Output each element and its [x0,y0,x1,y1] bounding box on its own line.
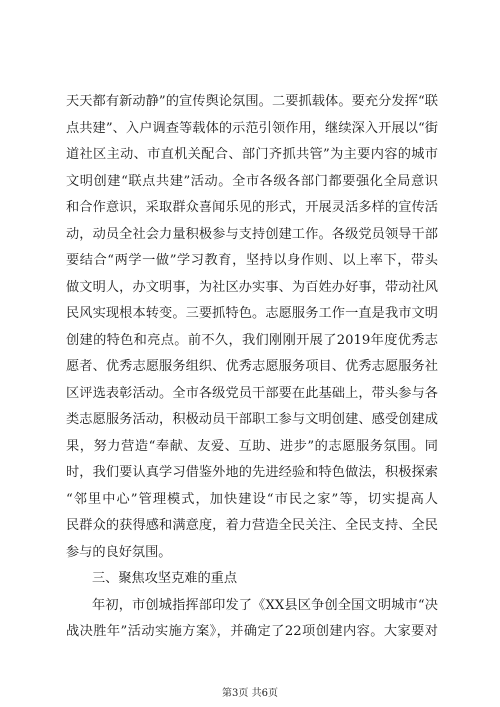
text-line: 民风实现根本转变。三要抓特色。志愿服务工作一直是我市文明 [66,306,438,321]
text-line: 时，我们要认真学习借鉴外地的先进经验和特色做法，积极探索 [66,465,438,480]
body-text [66,89,438,646]
text-line: 类志愿服务活动，积极动员干部职工参与文明创建、感受创建成 [66,412,438,427]
text-line: 文明创建“联点共建”活动。全市各级各部门都要强化全局意识 [66,173,438,189]
text-line: 愿者、优秀志愿服务组织、优秀志愿服务项目、优秀志愿服务社 [66,359,438,374]
text-line: 民群众的获得感和满意度，着力营造全民关注、全民支持、全民 [66,518,438,533]
text-line: 要结合“两学一做”学习教育，坚持以身作则、以上率下，带头 [66,253,438,268]
text-line: 和合作意识，采取群众喜闻乐见的形式，开展灵活多样的宣传活 [66,200,438,215]
text-line: 区评选表彰活动。全市各级党员干部要在此基础上，带头参与各 [66,385,438,401]
text-line: 战决胜年”活动实施方案》，并确定了22项创建内容。大家要对 [66,624,438,639]
text-line: 年初，市创城指挥部印发了《XX县区争创全国文明城市“决 [92,597,438,613]
text-line: 创建的特色和亮点。前不久，我们刚刚开展了2019年度优秀志 [66,332,438,348]
text-line: “邻里中心”管理模式，加快建设“市民之家”等，切实提高人 [66,491,438,507]
page-number-footer: 第3页 共6页 [222,688,278,699]
text-line: 参与的良好氛围。 [66,544,172,560]
section-heading: 三、聚焦攻坚克难的重点 [92,571,238,586]
text-line: 做文明人，办文明事，为社区办实事、为百姓办好事，带动社风 [66,279,438,295]
text-line: 动，动员全社会力量积极参与支持创建工作。各级党员领导干部 [66,226,438,242]
text-line: 天天都有新动静”的宣传舆论氛围。二要抓载体。要充分发挥“联 [66,94,438,109]
text-line: 点共建”、入户调查等载体的示范引领作用，继续深入开展以“街 [66,120,438,136]
text-line: 果，努力营造“奉献、友爱、互助、进步”的志愿服务氛围。同 [66,438,438,454]
text-line: 道社区主动、市直机关配合、部门齐抓共管”为主要内容的城市 [66,147,438,162]
